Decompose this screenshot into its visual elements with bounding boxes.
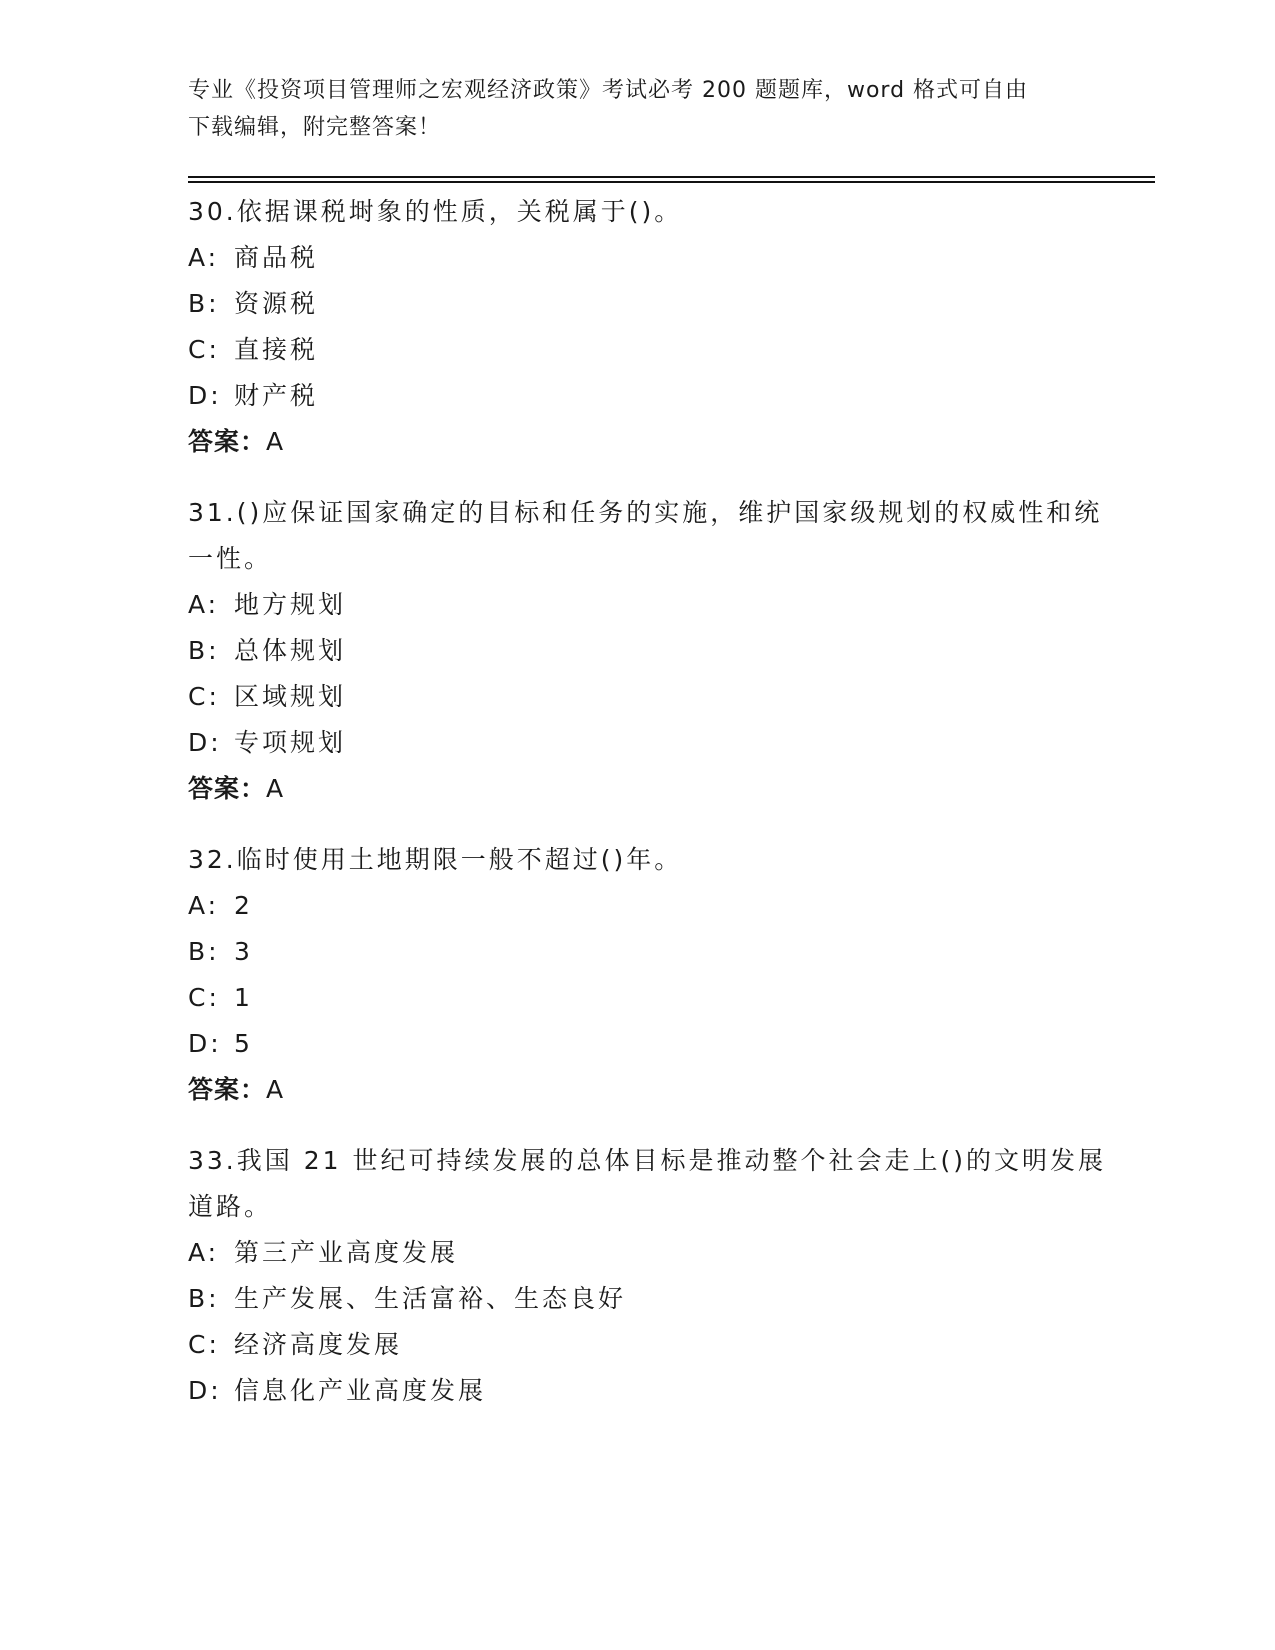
question-text: 32.临时使用土地期限一般不超过()年。 — [188, 845, 683, 874]
option-c: C: 经济高度发展 — [188, 1330, 403, 1359]
header-line-2: 下载编辑，附完整答案！ — [188, 115, 442, 140]
question-text: 30.依据课税埘象的性质，关税属于()。 — [188, 197, 683, 226]
option-a: A: 2 — [188, 891, 253, 920]
question-33 — [188, 1138, 1108, 1414]
document-header — [188, 72, 1088, 146]
answer-line: 答案：A — [188, 1075, 286, 1104]
option-b: B: 3 — [188, 937, 253, 966]
option-d: D: 专项规划 — [188, 728, 347, 757]
option-b: B: 资源税 — [188, 289, 319, 318]
option-d: D: 财产税 — [188, 381, 319, 410]
option-c: C: 1 — [188, 983, 253, 1012]
option-a: A: 商品税 — [188, 243, 319, 272]
option-a: A: 第三产业高度发展 — [188, 1238, 459, 1267]
question-text: 31.()应保证国家确定的目标和任务的实施，维护国家级规划的权威性和统一性。 — [188, 498, 1103, 573]
header-divider-bottom — [188, 181, 1155, 183]
question-30 — [188, 189, 1108, 465]
answer-line: 答案：A — [188, 774, 286, 803]
option-b: B: 生产发展、生活富裕、生态良好 — [188, 1284, 627, 1313]
question-31 — [188, 490, 1108, 812]
question-32 — [188, 837, 1108, 1113]
option-c: C: 直接税 — [188, 335, 319, 364]
option-a: A: 地方规划 — [188, 590, 347, 619]
question-text: 33.我国 21 世纪可持续发展的总体目标是推动整个社会走上()的文明发展道路。 — [188, 1146, 1106, 1221]
option-d: D: 5 — [188, 1029, 253, 1058]
question-list — [188, 189, 1108, 1439]
option-b: B: 总体规划 — [188, 636, 347, 665]
answer-line: 答案：A — [188, 427, 286, 456]
header-line-1: 专业《投资项目管理师之宏观经济政策》考试必考 200 题题库，word 格式可自由 — [188, 78, 1029, 103]
header-divider-top — [188, 176, 1155, 178]
option-c: C: 区域规划 — [188, 682, 347, 711]
option-d: D: 信息化产业高度发展 — [188, 1376, 487, 1405]
